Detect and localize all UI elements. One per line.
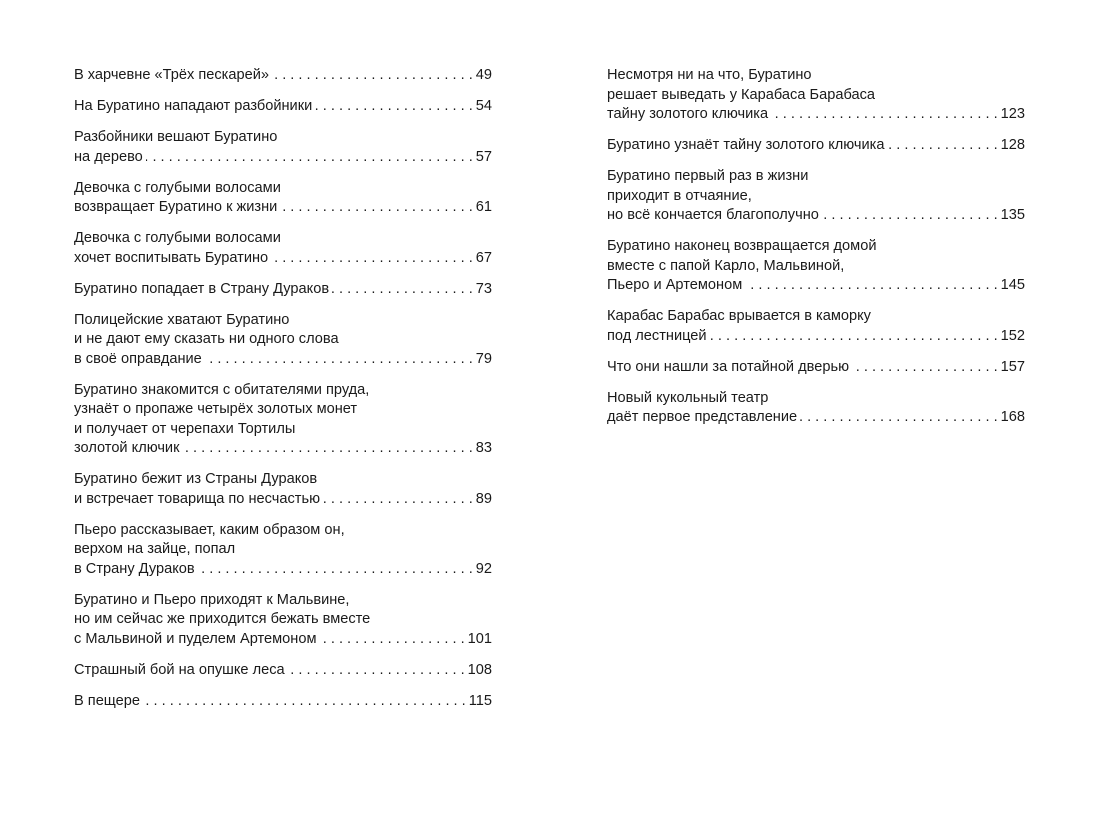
dot-leader xyxy=(320,630,465,650)
toc-entry-title-line: Пьеро и Артемоном xyxy=(607,277,743,293)
toc-entry-title-line: Карабас Барабас врывается в каморку xyxy=(607,308,871,324)
page-number: 145 xyxy=(1000,277,1025,293)
toc-entry-last-line xyxy=(74,439,492,459)
toc-entry-title-line: Девочка с голубыми волосами xyxy=(74,179,281,196)
toc-entry-title-line: Буратино и Пьеро приходят к Мальвине, xyxy=(74,591,350,608)
toc-entry-title-line: золотой ключик xyxy=(74,440,180,456)
dot-leader xyxy=(272,66,473,86)
toc-entry-title-line: Новый кукольный театр xyxy=(607,389,769,406)
toc-entry-title-line: даёт первое представление xyxy=(607,409,798,425)
toc-entry-title-line: и получает от черепахи Тортилы xyxy=(74,420,296,437)
toc-entry-title-line: в Страну Дураков xyxy=(74,560,195,577)
toc-entry[interactable] xyxy=(74,521,492,580)
toc-entry[interactable] xyxy=(607,389,1025,428)
toc-entry[interactable] xyxy=(74,280,492,300)
toc-entry-last-line xyxy=(607,408,1025,428)
toc-entry-title-line: Девочка с голубыми волосами xyxy=(74,230,281,246)
toc-entry-last-line xyxy=(607,206,1025,226)
toc-entry[interactable] xyxy=(607,167,1025,226)
toc-entry[interactable] xyxy=(74,661,492,681)
toc-entry-title-line: вместе с папой Карло, Мальвиной, xyxy=(607,257,845,274)
toc-entry-last-line xyxy=(607,105,1025,125)
toc-entry[interactable] xyxy=(74,381,492,459)
page-number: 128 xyxy=(1000,137,1025,153)
dot-leader xyxy=(146,148,473,168)
toc-entry-title-line: приходит в отчаяние, xyxy=(607,187,752,204)
toc-entry-title-line: Буратино знакомится с обитателями пруда, xyxy=(74,381,370,398)
toc-entry-title-line: с Мальвиной и пуделем Артемоном xyxy=(74,630,317,647)
toc-entry[interactable] xyxy=(607,136,1025,156)
toc-entry[interactable] xyxy=(607,307,1025,346)
dot-leader xyxy=(280,198,472,218)
page-number: 108 xyxy=(467,661,492,678)
toc-entry[interactable] xyxy=(74,128,492,167)
toc-entry-last-line xyxy=(607,136,1025,156)
toc-entry-title-line: и не дают ему сказать ни одного слова xyxy=(74,331,339,347)
page-number: 135 xyxy=(1000,207,1025,223)
toc-entry-title-line: Буратино бежит из Страны Дураков xyxy=(74,471,318,487)
dot-leader xyxy=(822,206,998,226)
toc-entry-title-line: Несмотря ни на что, Буратино xyxy=(607,67,812,83)
dot-leader xyxy=(182,439,472,459)
toc-entry-title-line: Буратино первый раз в жизни xyxy=(607,168,809,184)
toc-entry[interactable] xyxy=(607,66,1025,125)
toc-entry[interactable] xyxy=(74,692,492,712)
toc-entry-title-line: и встречает товарища по несчастью xyxy=(74,490,321,507)
toc-entry-title-line: но им сейчас же приходится бежать вместе xyxy=(74,611,371,627)
toc-entry-last-line xyxy=(74,630,492,650)
toc-entry-last-line xyxy=(607,358,1025,378)
toc-right-page xyxy=(607,66,1025,439)
toc-entry[interactable] xyxy=(74,97,492,117)
toc-entry-title-line: Буратино попадает в Страну Дураков xyxy=(74,280,330,297)
toc-entry-title-line: Буратино узнаёт тайну золотого ключика xyxy=(607,137,885,153)
page-number: 73 xyxy=(475,280,492,297)
toc-entry-title-line: верхом на зайце, попал xyxy=(74,541,236,557)
page-number: 115 xyxy=(468,692,492,709)
toc-entry[interactable] xyxy=(74,470,492,509)
toc-entry[interactable] xyxy=(607,237,1025,296)
toc-entry[interactable] xyxy=(74,179,492,218)
toc-entry[interactable] xyxy=(74,311,492,370)
page-number: 54 xyxy=(475,98,492,114)
toc-entry-title-line: Полицейские хватают Буратино xyxy=(74,311,290,328)
dot-leader xyxy=(143,692,466,712)
dot-leader xyxy=(887,136,997,156)
dot-leader xyxy=(315,97,473,117)
toc-entry-last-line xyxy=(74,280,492,300)
page-number: 123 xyxy=(1000,106,1025,122)
toc-entry-title-line: На Буратино нападают разбойники xyxy=(74,98,313,114)
toc-entry-title-line: Страшный бой на опушке леса xyxy=(74,661,285,678)
dot-leader xyxy=(710,327,998,347)
page-number: 57 xyxy=(475,148,492,165)
toc-entry-title-line: решает выведать у Карабаса Барабаса xyxy=(607,86,875,103)
toc-entry-last-line xyxy=(74,560,492,580)
toc-entry-title-line: Буратино наконец возвращается домой xyxy=(607,238,877,254)
dot-leader xyxy=(205,350,473,370)
toc-entry-last-line xyxy=(74,198,492,218)
page-number: 49 xyxy=(475,67,492,83)
toc-entry-last-line xyxy=(74,490,492,510)
toc-entry-last-line xyxy=(74,66,492,86)
toc-entry-title-line: В пещере xyxy=(74,692,140,709)
toc-entry-last-line xyxy=(607,276,1025,296)
dot-leader xyxy=(800,408,998,428)
toc-entry-title-line: узнаёт о пропаже четырёх золотых монет xyxy=(74,401,358,417)
toc-entry-title-line: Что они нашли за потайной дверью xyxy=(607,358,850,375)
toc-left-page xyxy=(74,66,492,723)
toc-entry[interactable] xyxy=(74,591,492,650)
toc-entry-last-line xyxy=(74,692,492,712)
toc-entry-last-line xyxy=(74,661,492,681)
page-number: 168 xyxy=(1000,409,1025,425)
page-number: 83 xyxy=(475,440,492,456)
toc-entry-title-line: в своё оправдание xyxy=(74,350,202,367)
toc-entry[interactable] xyxy=(607,358,1025,378)
toc-entry-title-line: Разбойники вешают Буратино xyxy=(74,129,278,145)
page-number: 101 xyxy=(467,630,492,647)
page-number: 152 xyxy=(1000,327,1025,344)
toc-entry-last-line xyxy=(74,249,492,269)
toc-entry[interactable] xyxy=(74,66,492,86)
page-number: 157 xyxy=(1000,358,1025,375)
page-number: 79 xyxy=(475,350,492,367)
page-number: 89 xyxy=(475,490,492,507)
dot-leader xyxy=(271,249,473,269)
page-number: 92 xyxy=(475,560,492,577)
toc-entry-title-line: В харчевне «Трёх пескарей» xyxy=(74,67,269,83)
dot-leader xyxy=(852,358,998,378)
dot-leader xyxy=(323,490,473,510)
toc-entry-title-line: но всё кончается благополучно xyxy=(607,207,819,223)
toc-entry-title-line: под лестницей xyxy=(607,327,707,344)
dot-leader xyxy=(771,105,998,125)
toc-entry-title-line: на дерево xyxy=(74,148,143,165)
toc-entry-title-line: возвращает Буратино к жизни xyxy=(74,199,278,215)
toc-entry-last-line xyxy=(74,97,492,117)
dot-leader xyxy=(288,661,465,681)
dot-leader xyxy=(332,280,473,300)
dot-leader xyxy=(745,276,997,296)
page-number: 67 xyxy=(475,249,492,266)
toc-entry-last-line xyxy=(74,148,492,168)
toc-entry-title-line: хочет воспитывать Буратино xyxy=(74,249,269,266)
toc-entry-title-line: тайну золотого ключика xyxy=(607,106,769,122)
toc-entry-title-line: Пьеро рассказывает, каким образом он, xyxy=(74,521,345,538)
toc-entry[interactable] xyxy=(74,229,492,268)
page-number: 61 xyxy=(475,199,492,215)
dot-leader xyxy=(198,560,473,580)
toc-entry-last-line xyxy=(74,350,492,370)
toc-entry-last-line xyxy=(607,327,1025,347)
